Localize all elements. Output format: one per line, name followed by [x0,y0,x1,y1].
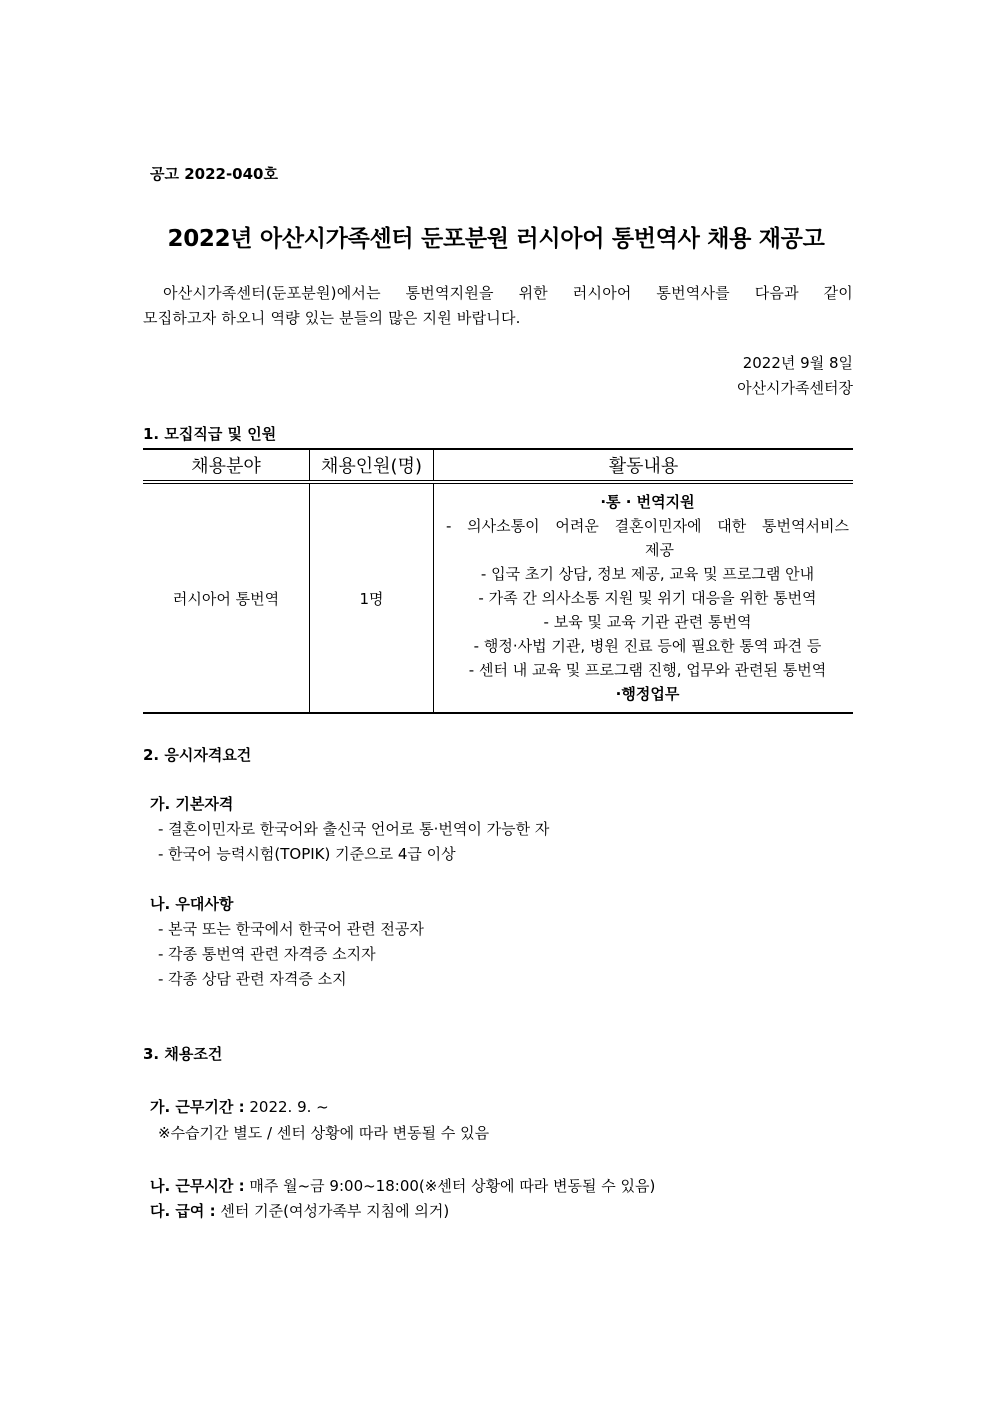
activity-line: - 보육 및 교육 기관 관련 통번역 [543,613,752,631]
activity-line: - 의사소통이 어려운 결혼이민자에 대한 통번역서비스 [446,517,849,535]
document-title: 2022년 아산시가족센터 둔포분원 러시아어 통번역사 채용 재공고 [167,226,825,252]
table-header-row [143,449,853,482]
work-period [150,1096,329,1117]
recruitment-table [143,448,853,714]
basic-qualification-item: - 결혼이민자로 한국어와 출신국 언어로 통·번역이 가능한 자 [158,820,550,838]
basic-qualification-item: - 한국어 능력시험(TOPIK) 기준으로 4급 이상 [158,845,456,863]
preferred-item: - 각종 통번역 관련 자격증 소지자 [158,945,376,963]
intro-line-1: 아산시가족센터(둔포분원)에서는 통번역지원을 위한 러시아어 통번역사를 다음과 같이 [163,284,853,302]
cell-field: 러시아어 통번역 [143,482,310,713]
work-period-value: 2022. 9. ~ [244,1098,329,1116]
activity-line: - 센터 내 교육 및 프로그램 진행, 업무와 관련된 통번역 [468,661,827,679]
preferred-heading: 나. 우대사항 [150,895,234,913]
preferred-item: - 각종 상담 관련 자격증 소지 [158,970,347,988]
activity-heading-interpretation: ·통 · 번역지원 [600,493,695,511]
announcement-date: 2022년 9월 8일 [742,354,853,372]
activity-heading-admin: ·행정업무 [615,685,680,703]
preferred-item: - 본국 또는 한국에서 한국어 관련 전공자 [158,920,424,938]
salary-value: 센터 기준(여성가족부 지침에 의거) [215,1202,450,1220]
header-count: 채용인원(명) [310,449,434,482]
intro-paragraph [143,281,853,331]
work-hours-label: 나. 근무시간 : [150,1177,245,1195]
issuer: 아산시가족센터장 [737,379,853,397]
activity-line: - 입국 초기 상담, 정보 제공, 교육 및 프로그램 안내 [480,565,815,583]
activity-line: 제공 [645,541,674,559]
work-period-label: 가. 근무기간 : [150,1098,245,1116]
header-activity: 활동내용 [434,449,854,482]
cell-count: 1명 [310,482,434,713]
work-hours-value: 매주 월~금 9:00~18:00(※센터 상황에 따라 변동될 수 있음) [244,1177,656,1195]
notice-number: 공고 2022-040호 [150,165,278,183]
section3-heading: 3. 채용조건 [143,1045,223,1063]
activity-line: - 가족 간 의사소통 지원 및 위기 대응을 위한 통번역 [478,589,817,607]
date-block [737,351,853,401]
intro-line-2: 모집하고자 하오니 역량 있는 분들의 많은 지원 바랍니다. [143,309,521,327]
salary [150,1200,449,1221]
header-field: 채용분야 [143,449,310,482]
cell-activity [434,482,854,713]
salary-label: 다. 급여 : [150,1202,216,1220]
work-hours [150,1175,655,1196]
section2-heading: 2. 응시자격요건 [143,746,252,764]
basic-qualification-heading: 가. 기본자격 [150,795,234,813]
probation-note: ※수습기간 별도 / 센터 상황에 따라 변동될 수 있음 [158,1124,490,1142]
section1-heading: 1. 모집직급 및 인원 [143,425,277,443]
table-row [143,482,853,713]
activity-line: - 행정·사법 기관, 병원 진료 등에 필요한 통역 파견 등 [473,637,822,655]
